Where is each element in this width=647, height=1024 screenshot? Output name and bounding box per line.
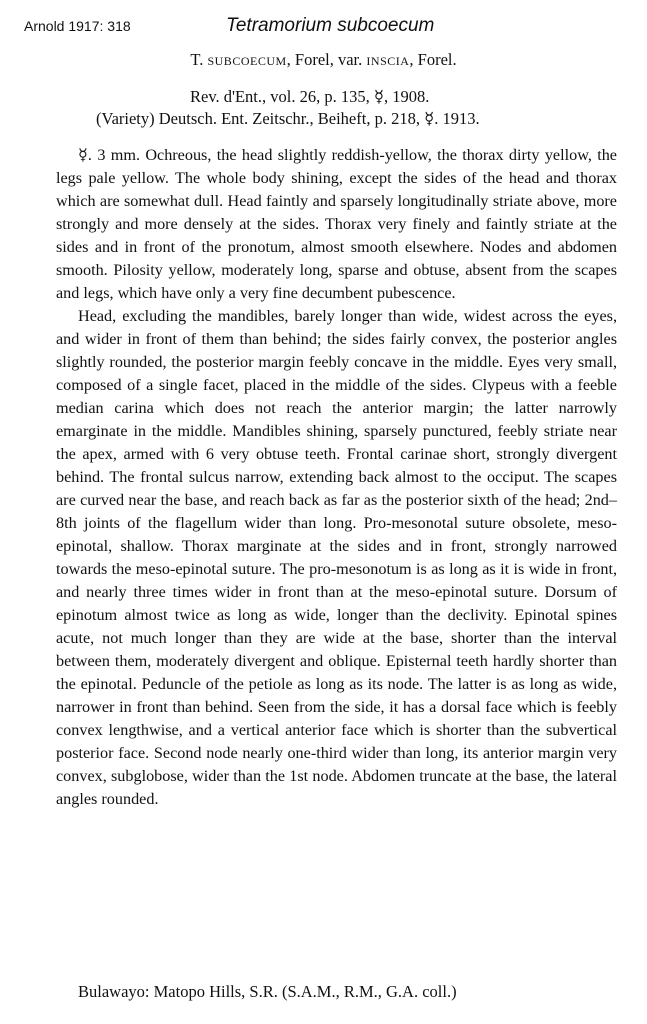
taxon-species: subcoecum — [207, 50, 287, 69]
page-reference: Arnold 1917: 318 — [24, 18, 131, 34]
description-paragraph-1: ☿. 3 mm. Ochreous, the head slightly reddish-yellow, the thorax dirty yellow, the legs pale yellow. The whole body shining, except the sides of the head and thorax which are somewhat dull. Head faintly and sparsely longitudinally striate above, more strongly and more densely at the sides. Thorax very finely and faintly striate at the sides and in front of the pronotum, almost smooth elsewhere. Nodes and abdomen smooth. Pilosity yellow, moderately long, sparse and obtuse, absent from the scapes and legs, which have only a very fine decumbent pubescence. — [56, 146, 617, 302]
taxon-variety: inscia — [366, 50, 410, 69]
taxon-suffix: , Forel. — [409, 50, 457, 69]
description-body — [56, 144, 617, 811]
locality-line: Bulawayo: Matopo Hills, S.R. (S.A.M., R.M., G.A. coll.) — [78, 982, 457, 1001]
species-title: Tetramorium subcoecum — [226, 15, 435, 36]
reference-line-2: (Variety) Deutsch. Ent. Zeitschr., Beiheft, p. 218, ☿. 1913. — [96, 109, 480, 128]
taxon-line — [0, 50, 647, 70]
taxon-mid: , Forel, var. — [286, 50, 367, 69]
description-paragraph-2: Head, excluding the mandibles, barely longer than wide, widest across the eyes, and wider in front of them than behind; the sides fairly convex, the posterior angles slightly rounded, the posterior margin feebly concave in the middle. Eyes very small, composed of a single facet, placed in the middle of the sides. Clypeus with a feeble median carina which does not reach the anterior margin; the latter narrowly emarginate in the middle. Mandibles shining, sparsely punctured, feebly striate near the apex, armed with 6 very obtuse teeth. Frontal carinae short, strongly divergent behind. The frontal sulcus narrow, extending back almost to the occiput. The scapes are curved near the base, and reach back as far as the posterior sixth of the head; 2nd–8th joints of the flagellum wider than long. Pro-mesonotal suture obsolete, meso-epinotal, shallow. Thorax marginate at the sides and in front, strongly narrowed towards the meso-epinotal suture. The pro-mesonotum is as long as it is wide in front, and nearly three times wider in front than at the meso-epinotal suture. Dorsum of epinotum almost twice as long as wide, longer than the declivity. Epinotal spines acute, not much longer than they are wide at the base, shorter than the interval between them, moderately divergent and oblique. Episternal teeth hardly shorter than the epinotal. Peduncle of the petiole as long as its node. The latter is as long as wide, narrower in front than behind. Seen from the side, it has a dorsal face which is feebly convex lengthwise, and a vertical anterior face which is shorter than the subvertical posterior face. Second node nearly one-third wider than long, its anterior margin very convex, subglobose, wider than the 1st node. Abdomen truncate at the base, the lateral angles rounded. — [56, 307, 617, 808]
reference-line-1: Rev. d'Ent., vol. 26, p. 135, ☿, 1908. — [190, 87, 430, 106]
taxon-prefix: T. — [190, 50, 208, 69]
